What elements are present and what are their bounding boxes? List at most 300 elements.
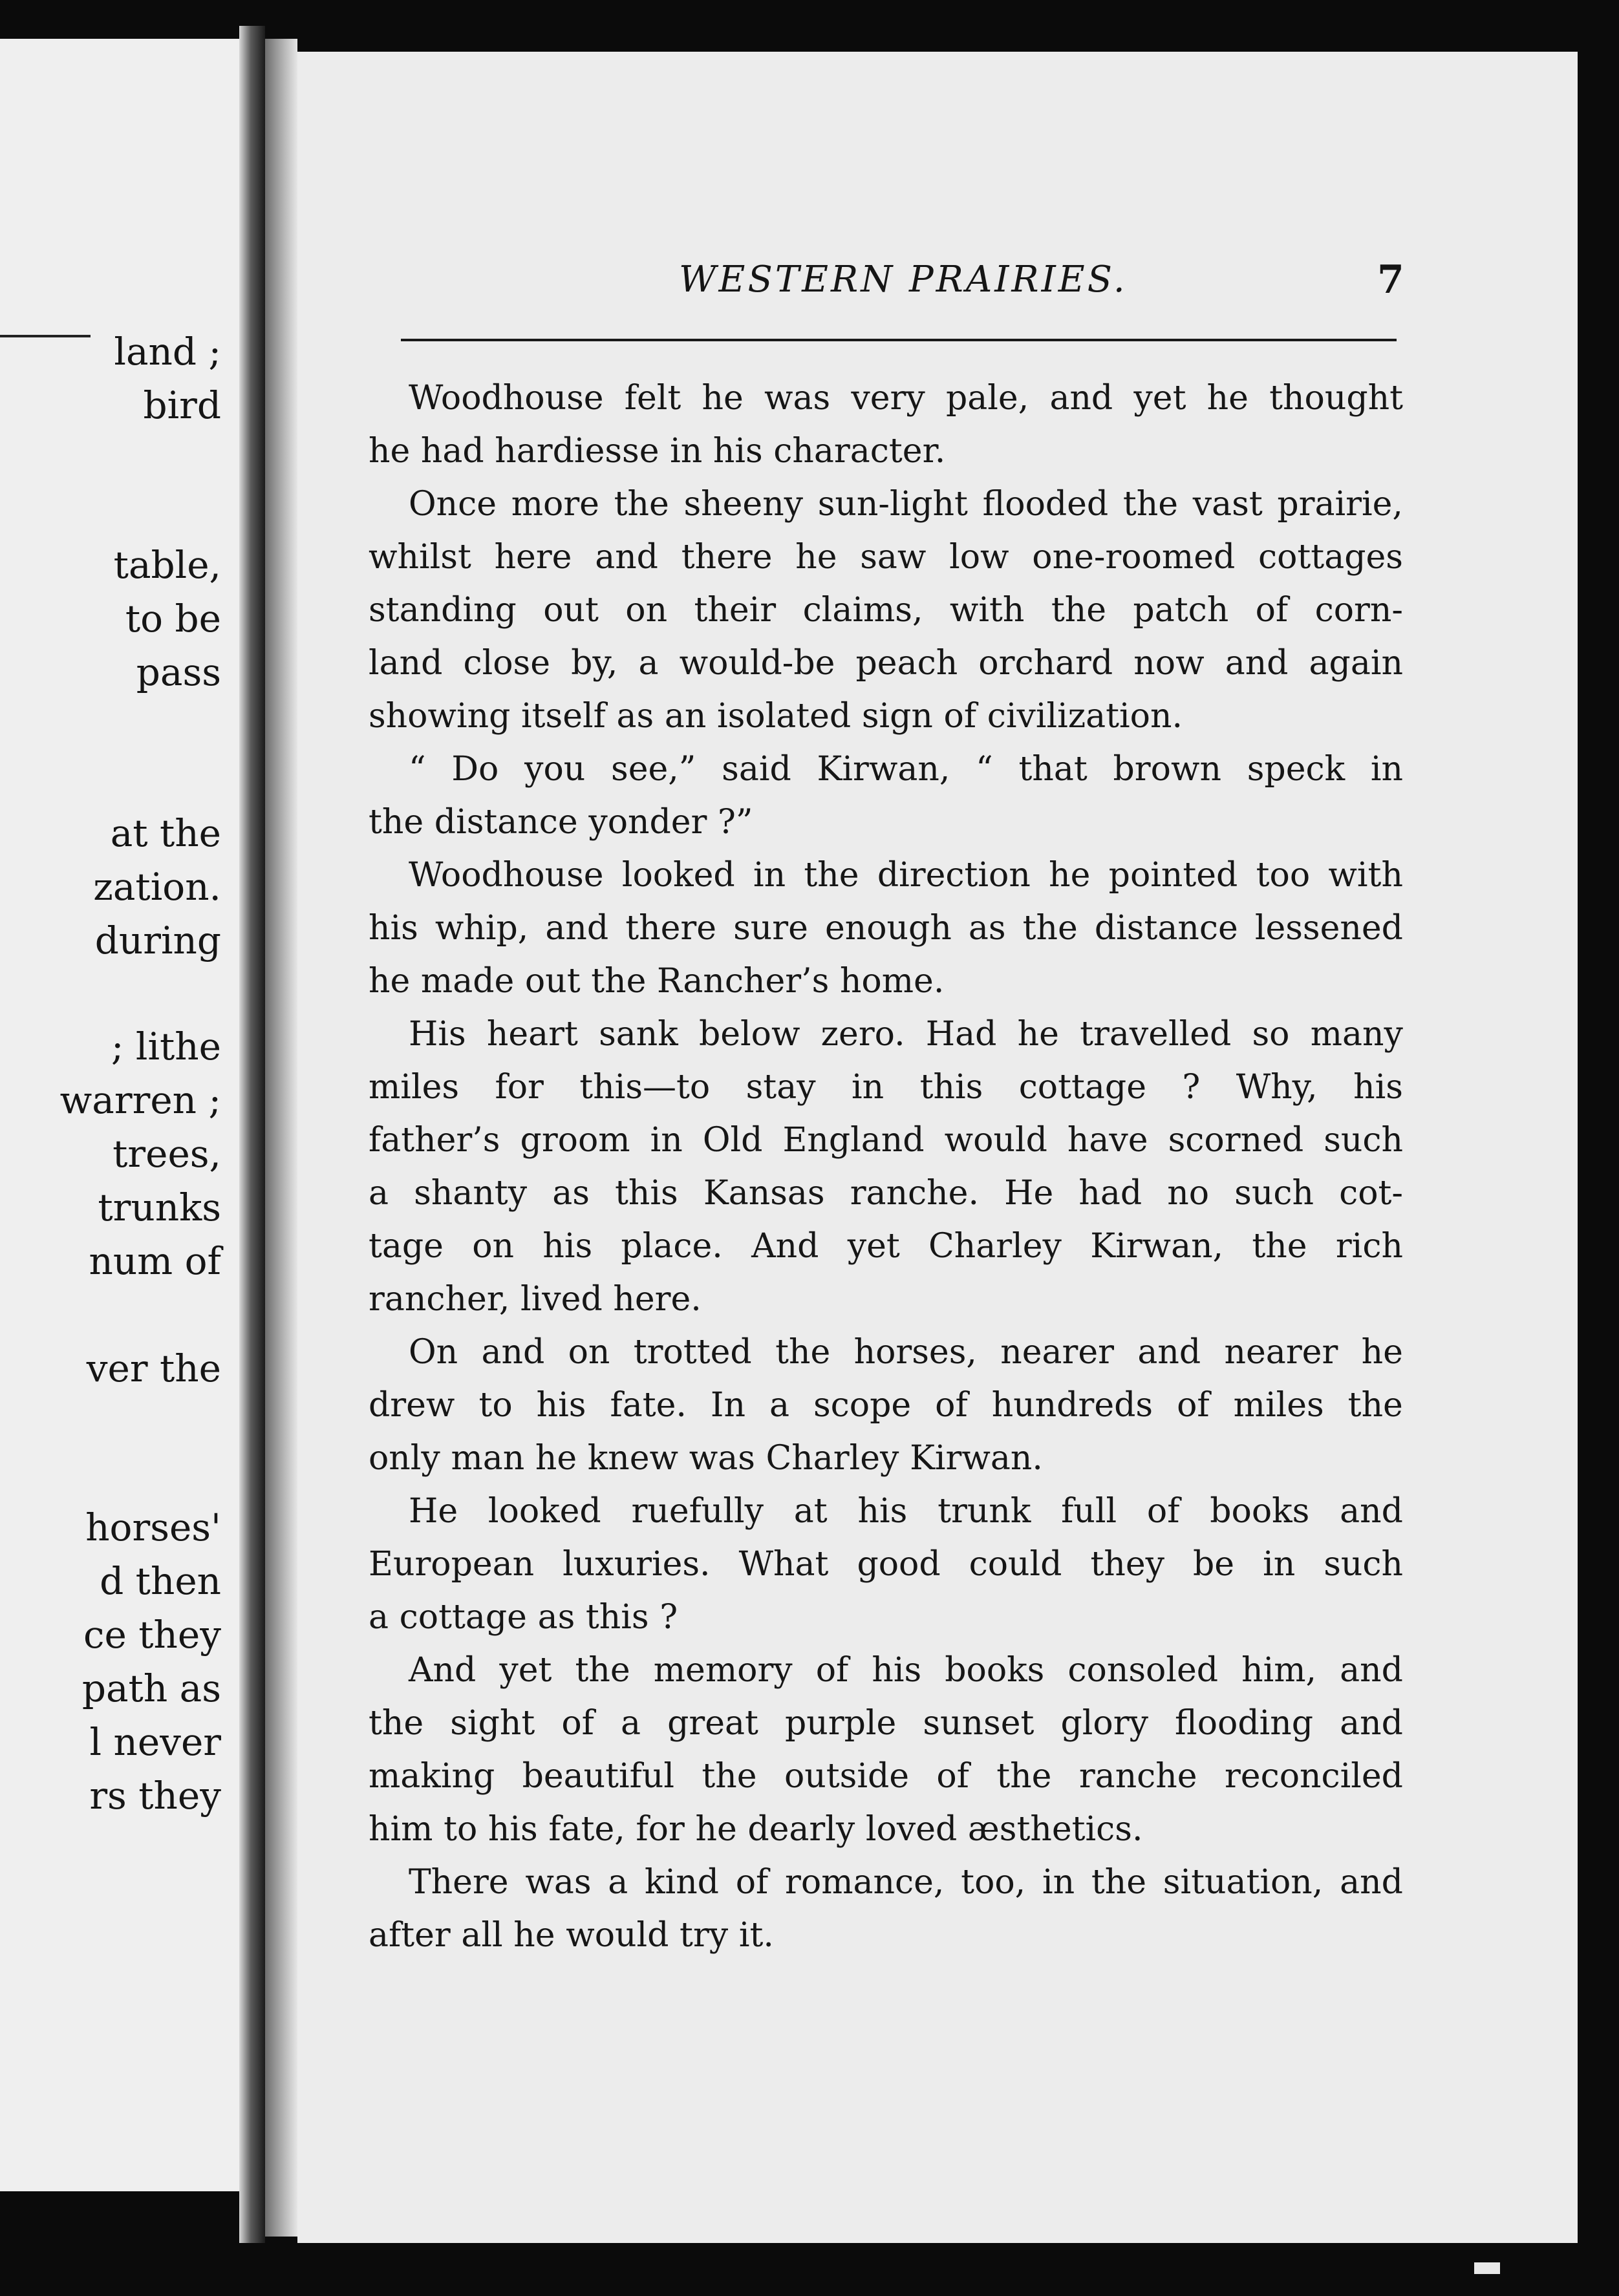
word: no bbox=[1167, 1174, 1210, 1213]
word: on bbox=[472, 1227, 515, 1266]
word: of bbox=[735, 1863, 769, 1902]
word: groom bbox=[520, 1121, 630, 1160]
word: Why, bbox=[1236, 1068, 1318, 1107]
word: was bbox=[764, 379, 831, 418]
word: he bbox=[702, 379, 744, 418]
word: see,” bbox=[611, 750, 696, 789]
word: hundreds bbox=[991, 1386, 1153, 1425]
left-page-line: warren ; bbox=[59, 1078, 221, 1122]
word: sign bbox=[861, 697, 933, 736]
word: pointed bbox=[1108, 856, 1238, 895]
word: the bbox=[702, 1757, 757, 1796]
word: full bbox=[1061, 1492, 1117, 1531]
word: of bbox=[561, 1704, 594, 1743]
text-line bbox=[369, 1379, 1403, 1432]
word: could bbox=[969, 1545, 1062, 1584]
word: flooded bbox=[982, 485, 1109, 524]
word: ?” bbox=[718, 803, 753, 842]
word: said bbox=[722, 750, 791, 789]
word: sure bbox=[733, 909, 808, 948]
word: of bbox=[1146, 1492, 1180, 1531]
word: man bbox=[451, 1439, 525, 1478]
word: orchard bbox=[978, 644, 1113, 683]
word: again bbox=[1309, 644, 1403, 683]
word: On bbox=[409, 1333, 458, 1372]
word: ? bbox=[1182, 1068, 1201, 1107]
word: stay bbox=[745, 1068, 816, 1107]
word: the bbox=[369, 803, 424, 842]
word: here bbox=[494, 538, 572, 577]
left-page-line: ce they bbox=[83, 1613, 221, 1657]
word: and bbox=[1340, 1863, 1403, 1902]
word: “ bbox=[409, 750, 426, 789]
word: fate, bbox=[548, 1810, 625, 1849]
word: the bbox=[1122, 485, 1179, 524]
word: try bbox=[680, 1916, 729, 1955]
word: and bbox=[1225, 644, 1289, 683]
word: in bbox=[1370, 750, 1403, 789]
word: their bbox=[694, 591, 777, 630]
word: was bbox=[689, 1439, 755, 1478]
word: sank bbox=[599, 1015, 678, 1054]
word: dearly bbox=[747, 1810, 855, 1849]
left-page-line: land ; bbox=[114, 330, 221, 374]
word: There bbox=[409, 1863, 509, 1902]
word: sight bbox=[450, 1704, 535, 1743]
text-line bbox=[369, 1432, 1403, 1485]
word: now bbox=[1133, 644, 1205, 683]
word: would bbox=[944, 1121, 1047, 1160]
word: romance, bbox=[785, 1863, 945, 1902]
text-line bbox=[369, 902, 1403, 955]
word: European bbox=[369, 1545, 535, 1584]
word: great bbox=[667, 1704, 758, 1743]
word: peach bbox=[855, 644, 958, 683]
word: What bbox=[738, 1545, 829, 1584]
text-line bbox=[369, 1591, 1403, 1644]
word: and bbox=[1049, 379, 1113, 418]
word: by, bbox=[571, 644, 618, 683]
text-line bbox=[369, 955, 1403, 1008]
word: sunset bbox=[923, 1704, 1035, 1743]
word: such bbox=[1324, 1545, 1403, 1584]
word: distance bbox=[434, 803, 578, 842]
word: his bbox=[857, 1492, 908, 1531]
word: looked bbox=[621, 856, 735, 895]
word: itself bbox=[521, 697, 606, 736]
word: his bbox=[713, 432, 763, 471]
word: miles bbox=[369, 1068, 460, 1107]
word: vast bbox=[1192, 485, 1263, 524]
word: as bbox=[616, 697, 654, 736]
word: loved bbox=[865, 1810, 958, 1849]
word: nearer bbox=[1000, 1333, 1115, 1372]
word: distance bbox=[1094, 909, 1238, 948]
word: out bbox=[524, 962, 581, 1001]
text-line bbox=[369, 1008, 1403, 1061]
word: And bbox=[751, 1227, 819, 1266]
word: isolated bbox=[716, 697, 852, 736]
word: the bbox=[775, 1333, 831, 1372]
word: for bbox=[495, 1068, 544, 1107]
left-page-rule bbox=[0, 335, 91, 337]
word: sheeny bbox=[683, 485, 804, 524]
word: he bbox=[535, 1439, 577, 1478]
word: whip, bbox=[434, 909, 529, 948]
word: the bbox=[804, 856, 859, 895]
word: you bbox=[524, 750, 586, 789]
word: of bbox=[936, 1757, 969, 1796]
text-line bbox=[369, 690, 1403, 743]
word: prairie, bbox=[1277, 485, 1403, 524]
word: and bbox=[1340, 1492, 1403, 1531]
word: And bbox=[409, 1651, 477, 1690]
word: rich bbox=[1335, 1227, 1403, 1266]
word: be bbox=[1193, 1545, 1235, 1584]
text-line bbox=[369, 637, 1403, 690]
word: him, bbox=[1241, 1651, 1317, 1690]
gutter-shadow bbox=[265, 39, 297, 2237]
word: in bbox=[670, 432, 703, 471]
word: there bbox=[625, 909, 717, 948]
scan-speck bbox=[1474, 2262, 1500, 2274]
word: he bbox=[795, 538, 837, 577]
left-page-line: d then bbox=[100, 1559, 221, 1603]
word: fate. bbox=[610, 1386, 687, 1425]
word: Kansas bbox=[703, 1174, 825, 1213]
word: and bbox=[1137, 1333, 1201, 1372]
text-line bbox=[369, 1644, 1403, 1697]
text-line bbox=[369, 584, 1403, 637]
left-page-line: rs they bbox=[89, 1774, 221, 1818]
left-page-line: pass bbox=[136, 650, 221, 694]
word: enough bbox=[824, 909, 952, 948]
word: with bbox=[949, 591, 1025, 630]
word: Woodhouse bbox=[409, 379, 604, 418]
word: with bbox=[1328, 856, 1403, 895]
word: on bbox=[625, 591, 668, 630]
word: on bbox=[568, 1333, 610, 1372]
left-page-line: trees, bbox=[113, 1132, 221, 1176]
word: He bbox=[1004, 1174, 1054, 1213]
text-line bbox=[369, 743, 1403, 796]
word: he bbox=[1206, 379, 1249, 418]
word: it. bbox=[738, 1916, 774, 1955]
word: rancher, bbox=[369, 1280, 510, 1319]
word: knew bbox=[587, 1439, 679, 1478]
word: whilst bbox=[369, 538, 471, 577]
word: close bbox=[463, 644, 551, 683]
word: books bbox=[1210, 1492, 1310, 1531]
text-line bbox=[369, 1273, 1403, 1326]
word: this bbox=[585, 1598, 649, 1637]
word: he bbox=[1361, 1333, 1403, 1372]
word: standing bbox=[369, 591, 517, 630]
word: so bbox=[1252, 1015, 1290, 1054]
word: after bbox=[369, 1916, 451, 1955]
word: his bbox=[369, 909, 418, 948]
left-page-line: to be bbox=[125, 597, 221, 641]
word: a bbox=[369, 1598, 389, 1637]
page-number: 7 bbox=[1377, 257, 1404, 303]
word: of bbox=[935, 1386, 968, 1425]
word: his bbox=[536, 1386, 586, 1425]
word: the bbox=[1347, 1386, 1403, 1425]
word: would-be bbox=[679, 644, 835, 683]
word: of bbox=[1177, 1386, 1210, 1425]
text-line bbox=[369, 796, 1403, 849]
word: corn- bbox=[1314, 591, 1403, 630]
word: they bbox=[1090, 1545, 1165, 1584]
word: that bbox=[1018, 750, 1088, 789]
word: very bbox=[851, 379, 925, 418]
word: thought bbox=[1269, 379, 1403, 418]
word: a bbox=[608, 1863, 628, 1902]
word: and bbox=[545, 909, 609, 948]
word: one-roomed bbox=[1032, 538, 1236, 577]
word: In bbox=[710, 1386, 745, 1425]
word: the bbox=[1091, 1863, 1147, 1902]
text-line bbox=[369, 1167, 1403, 1220]
word: æsthetics. bbox=[967, 1810, 1143, 1849]
word: to bbox=[444, 1810, 478, 1849]
word: tage bbox=[369, 1227, 444, 1266]
word: in bbox=[852, 1068, 885, 1107]
word: land bbox=[369, 644, 443, 683]
text-line bbox=[369, 1909, 1403, 1962]
word: this bbox=[919, 1068, 983, 1107]
word: making bbox=[369, 1757, 495, 1796]
body-text bbox=[369, 372, 1403, 1962]
text-line bbox=[369, 1114, 1403, 1167]
left-page-line: ver the bbox=[86, 1346, 221, 1390]
text-line bbox=[369, 372, 1403, 425]
word: consoled bbox=[1067, 1651, 1219, 1690]
word: he bbox=[369, 962, 411, 1001]
word: looked bbox=[488, 1492, 601, 1531]
word: of bbox=[1255, 591, 1289, 630]
text-line bbox=[369, 1220, 1403, 1273]
word: flooding bbox=[1175, 1704, 1314, 1743]
word: too, bbox=[961, 1863, 1026, 1902]
word: trotted bbox=[633, 1333, 752, 1372]
word: his bbox=[872, 1651, 922, 1690]
word: speck bbox=[1247, 750, 1346, 789]
text-line bbox=[369, 425, 1403, 478]
word: scope bbox=[813, 1386, 912, 1425]
left-page-line: table, bbox=[113, 543, 221, 587]
word: was bbox=[525, 1863, 592, 1902]
left-page-line: num of bbox=[89, 1239, 221, 1283]
word: Kirwan, bbox=[817, 750, 950, 789]
word: character. bbox=[773, 432, 946, 471]
word: would bbox=[566, 1916, 669, 1955]
word: as bbox=[552, 1174, 590, 1213]
word: he bbox=[1017, 1015, 1059, 1054]
word: glory bbox=[1060, 1704, 1148, 1743]
word: had bbox=[1078, 1174, 1142, 1213]
word: the bbox=[591, 962, 647, 1001]
word: Do bbox=[451, 750, 499, 789]
left-page-line: ; lithe bbox=[111, 1025, 221, 1068]
word: “ bbox=[976, 750, 993, 789]
word: and bbox=[1340, 1704, 1403, 1743]
word: purple bbox=[784, 1704, 897, 1743]
word: and bbox=[1340, 1651, 1403, 1690]
text-line bbox=[369, 1750, 1403, 1803]
word: a bbox=[620, 1704, 641, 1743]
word: father’s bbox=[369, 1121, 500, 1160]
word: his bbox=[1353, 1068, 1403, 1107]
word: civilization. bbox=[987, 697, 1183, 736]
book-spine-gutter bbox=[239, 26, 265, 2243]
word: trunk bbox=[938, 1492, 1031, 1531]
word: the bbox=[614, 485, 669, 524]
word: brown bbox=[1113, 750, 1221, 789]
word: too bbox=[1256, 856, 1311, 895]
word: ruefully bbox=[631, 1492, 764, 1531]
text-line bbox=[369, 531, 1403, 584]
word: shanty bbox=[414, 1174, 528, 1213]
word: he bbox=[695, 1810, 737, 1849]
left-page-line: bird bbox=[143, 383, 221, 427]
word: zero. bbox=[820, 1015, 905, 1054]
word: home. bbox=[839, 962, 945, 1001]
word: only bbox=[369, 1439, 440, 1478]
word: as bbox=[537, 1598, 575, 1637]
word: many bbox=[1310, 1015, 1403, 1054]
text-line bbox=[369, 1856, 1403, 1909]
word: and bbox=[595, 538, 658, 577]
word: yonder bbox=[588, 803, 707, 842]
word: his bbox=[488, 1810, 538, 1849]
text-line bbox=[369, 1803, 1403, 1856]
word: his bbox=[542, 1227, 593, 1266]
word: place. bbox=[621, 1227, 723, 1266]
word: Kirwan. bbox=[910, 1439, 1043, 1478]
word: Charley bbox=[766, 1439, 899, 1478]
word: for bbox=[636, 1810, 685, 1849]
word: scorned bbox=[1168, 1121, 1304, 1160]
word: a bbox=[638, 644, 659, 683]
word: Woodhouse bbox=[409, 856, 604, 895]
word: pale, bbox=[946, 379, 1029, 418]
text-line bbox=[369, 849, 1403, 902]
left-page-line: zation. bbox=[93, 865, 221, 909]
left-page-line: l never bbox=[89, 1720, 221, 1764]
word: Rancher’s bbox=[657, 962, 830, 1001]
word: books bbox=[945, 1651, 1045, 1690]
word: low bbox=[949, 538, 1009, 577]
word: Charley bbox=[928, 1227, 1062, 1266]
word: below bbox=[698, 1015, 800, 1054]
word: nearer bbox=[1224, 1333, 1338, 1372]
word: made bbox=[420, 962, 515, 1001]
word: such bbox=[1234, 1174, 1314, 1213]
word: direction bbox=[877, 856, 1031, 895]
word: of bbox=[943, 697, 977, 736]
word: England bbox=[782, 1121, 925, 1160]
word: yet bbox=[847, 1227, 900, 1266]
word: yet bbox=[499, 1651, 552, 1690]
word: had bbox=[420, 432, 484, 471]
word: drew bbox=[369, 1386, 455, 1425]
word: as bbox=[968, 909, 1006, 948]
header-rule bbox=[401, 339, 1397, 341]
word: the bbox=[369, 1704, 424, 1743]
word: here. bbox=[613, 1280, 702, 1319]
word: cottages bbox=[1258, 538, 1403, 577]
word: there bbox=[681, 538, 773, 577]
word: ranche bbox=[1078, 1757, 1197, 1796]
word: memory bbox=[653, 1651, 793, 1690]
word: he bbox=[1049, 856, 1091, 895]
text-line bbox=[369, 1538, 1403, 1591]
word: in bbox=[1263, 1545, 1296, 1584]
word: luxuries. bbox=[563, 1545, 711, 1584]
word: situation, bbox=[1163, 1863, 1324, 1902]
word: of bbox=[815, 1651, 849, 1690]
word: the bbox=[1252, 1227, 1307, 1266]
word: this—to bbox=[579, 1068, 711, 1107]
left-facing-page bbox=[0, 39, 239, 2191]
word: a bbox=[369, 1174, 389, 1213]
word: more bbox=[511, 485, 599, 524]
word: travelled bbox=[1080, 1015, 1232, 1054]
text-line bbox=[369, 1326, 1403, 1379]
word: outside bbox=[784, 1757, 910, 1796]
word: horses, bbox=[853, 1333, 977, 1372]
left-page-line: path as bbox=[81, 1666, 221, 1710]
word: sun-light bbox=[817, 485, 968, 524]
word: the bbox=[996, 1757, 1052, 1796]
left-page-line: during bbox=[94, 919, 221, 962]
word: Had bbox=[925, 1015, 997, 1054]
right-page bbox=[297, 52, 1578, 2243]
word: heart bbox=[486, 1015, 578, 1054]
word: the bbox=[1051, 591, 1106, 630]
word: and bbox=[481, 1333, 545, 1372]
word: reconciled bbox=[1224, 1757, 1403, 1796]
word: patch bbox=[1133, 591, 1229, 630]
left-page-line: trunks bbox=[98, 1185, 221, 1229]
word: ranche. bbox=[850, 1174, 979, 1213]
word: showing bbox=[369, 697, 511, 736]
word: Once bbox=[409, 485, 497, 524]
running-head: WESTERN PRAIRIES. bbox=[679, 259, 1128, 301]
word: all bbox=[461, 1916, 503, 1955]
word: lessened bbox=[1254, 909, 1403, 948]
word: yet bbox=[1133, 379, 1186, 418]
word: at bbox=[793, 1492, 828, 1531]
word: in bbox=[1042, 1863, 1075, 1902]
word: His bbox=[409, 1015, 466, 1054]
word: felt bbox=[624, 379, 681, 418]
word: He bbox=[409, 1492, 458, 1531]
word: cot- bbox=[1339, 1174, 1403, 1213]
word: beautiful bbox=[522, 1757, 675, 1796]
word: kind bbox=[645, 1863, 719, 1902]
left-page-line: horses' bbox=[85, 1505, 221, 1549]
word: good bbox=[857, 1545, 941, 1584]
word: ? bbox=[659, 1598, 678, 1637]
word: in bbox=[753, 856, 786, 895]
word: claims, bbox=[802, 591, 923, 630]
word: the bbox=[575, 1651, 630, 1690]
word: a bbox=[769, 1386, 789, 1425]
word: in bbox=[650, 1121, 683, 1160]
left-page-line: at the bbox=[110, 811, 221, 855]
